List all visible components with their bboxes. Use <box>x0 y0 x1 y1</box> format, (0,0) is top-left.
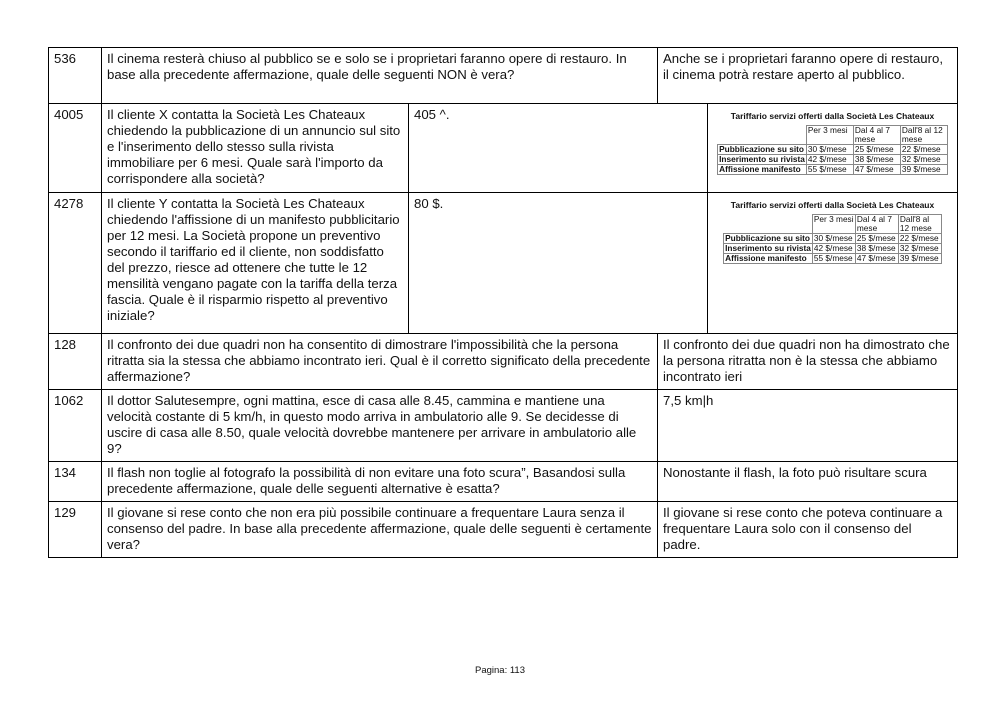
tariff-row-label: Pubblicazione su sito <box>718 145 807 155</box>
tariff-value: 55 $/mese <box>806 165 853 175</box>
question-text: Il confronto dei due quadri non ha consentito di dimostrare l'impossibilità che la persona ritratta sia la stessa che abbiamo incontrato ieri. Qual è il corretto significato della precedente affermazione? <box>102 334 658 390</box>
answer-text: Il confronto dei due quadri non ha dimostrato che la persona ritratta non è la stessa che abbiamo incontrato ieri <box>658 334 958 390</box>
answer-text: 405 ^. <box>409 104 708 193</box>
tariff-title: Tariffario servizi offerti dalla Società Les Chateaux <box>730 200 935 210</box>
tariff-table <box>717 125 948 175</box>
tariff-table <box>723 214 942 264</box>
tariff-header: Per 3 mesi <box>812 215 855 234</box>
tariff-row-label: Inserimento su rivista <box>719 154 805 164</box>
tariff-value: 38 $/mese <box>855 244 898 254</box>
tariff-header: Dal 4 al 7 mese <box>855 215 898 234</box>
table-row <box>49 390 958 462</box>
tariff-row-label: Affissione manifesto <box>724 254 813 264</box>
question-text: Il dottor Salutesempre, ogni mattina, esce di casa alle 8.45, cammina e mantiene una velocità costante di 5 km/h, in questo modo arriva in ambulatorio alle 9. Se decidesse di uscire di casa alle 8.50, quale velocità dovrebbe mantenere per arrivare in ambulatorio alle 9? <box>102 390 658 462</box>
question-text: Il cinema resterà chiuso al pubblico se e solo se i proprietari faranno opere di restauro. In base alla precedente affermazione, quale delle seguenti NON è vera? <box>102 48 658 104</box>
question-text: Il giovane si rese conto che non era più possibile continuare a frequentare Laura senza il consenso del padre. In base alla precedente affermazione, quale delle seguenti è certamente vera? <box>102 502 658 558</box>
question-text: Il flash non toglie al fotografo la possibilità di non evitare una foto scura”, Basandosi sulla precedente affermazione, quale delle seguenti alternative è esatta? <box>102 462 658 502</box>
tariff-header: Dall'8 al 12 mese <box>900 126 947 145</box>
answer-text: Il giovane si rese conto che poteva continuare a frequentare Laura solo con il consenso del padre. <box>658 502 958 558</box>
tariff-value: 42 $/mese <box>806 155 853 165</box>
tariff-header: Dall'8 al 12 mese <box>898 215 941 234</box>
tariff-title: Tariffario servizi offerti dalla Società Les Chateaux <box>730 111 935 121</box>
tariff-value: 39 $/mese <box>898 254 941 264</box>
questions-table <box>48 47 958 558</box>
table-row <box>49 334 958 390</box>
tariff-row-label: Inserimento su rivista <box>725 243 811 253</box>
answer-text: 80 $. <box>409 193 708 334</box>
tariff-row-label: Pubblicazione su sito <box>724 234 813 244</box>
question-id: 4278 <box>49 193 102 334</box>
tariff-table-cell <box>708 104 958 193</box>
question-id: 129 <box>49 502 102 558</box>
tariff-header: Per 3 mesi <box>806 126 853 145</box>
table-row <box>49 193 958 334</box>
table-row <box>49 462 958 502</box>
tariff-value: 22 $/mese <box>898 234 941 244</box>
tariff-header: Dal 4 al 7 mese <box>853 126 900 145</box>
tariff-table-cell <box>708 193 958 334</box>
tariff-value: 32 $/mese <box>900 155 947 165</box>
tariff-value: 39 $/mese <box>900 165 947 175</box>
question-id: 4005 <box>49 104 102 193</box>
tariff-value: 22 $/mese <box>900 145 947 155</box>
tariff-value: 30 $/mese <box>806 145 853 155</box>
table-row <box>49 48 958 104</box>
table-row <box>49 104 958 193</box>
question-id: 1062 <box>49 390 102 462</box>
page-footer: Pagina: 113 <box>474 665 525 676</box>
question-id: 128 <box>49 334 102 390</box>
tariff-value: 25 $/mese <box>855 234 898 244</box>
answer-text: 7,5 km|h <box>658 390 958 462</box>
tariff-value: 42 $/mese <box>812 244 855 254</box>
table-row <box>49 502 958 558</box>
answer-text: Anche se i proprietari faranno opere di restauro, il cinema potrà restare aperto al pubblico. <box>658 48 958 104</box>
question-text: Il cliente X contatta la Società Les Chateaux chiedendo la pubblicazione di un annuncio sul sito e l'inserimento dello stesso sulla rivista immobiliare per 6 mesi. Quale sarà l'importo da corrispondere alla società? <box>102 104 409 193</box>
tariff-value: 25 $/mese <box>853 145 900 155</box>
question-text: Il cliente Y contatta la Società Les Chateaux chiedendo l'affissione di un manifesto pubblicitario per 12 mesi. La Società propone un preventivo secondo il tariffario ed il cliente, non soddisfatto del prezzo, riesce ad ottenere che tutte le 12 mensilità vengano pagate con la tariffa della terza fascia. Quale è il risparmio rispetto al preventivo iniziale? <box>102 193 409 334</box>
question-id: 134 <box>49 462 102 502</box>
answer-text: Nonostante il flash, la foto può risultare scura <box>658 462 958 502</box>
tariff-row-label: Affissione manifesto <box>718 165 807 175</box>
tariff-value: 47 $/mese <box>853 165 900 175</box>
tariff-value: 47 $/mese <box>855 254 898 264</box>
tariff-value: 30 $/mese <box>812 234 855 244</box>
tariff-value: 38 $/mese <box>853 155 900 165</box>
question-id: 536 <box>49 48 102 104</box>
tariff-value: 55 $/mese <box>812 254 855 264</box>
tariff-value: 32 $/mese <box>898 244 941 254</box>
